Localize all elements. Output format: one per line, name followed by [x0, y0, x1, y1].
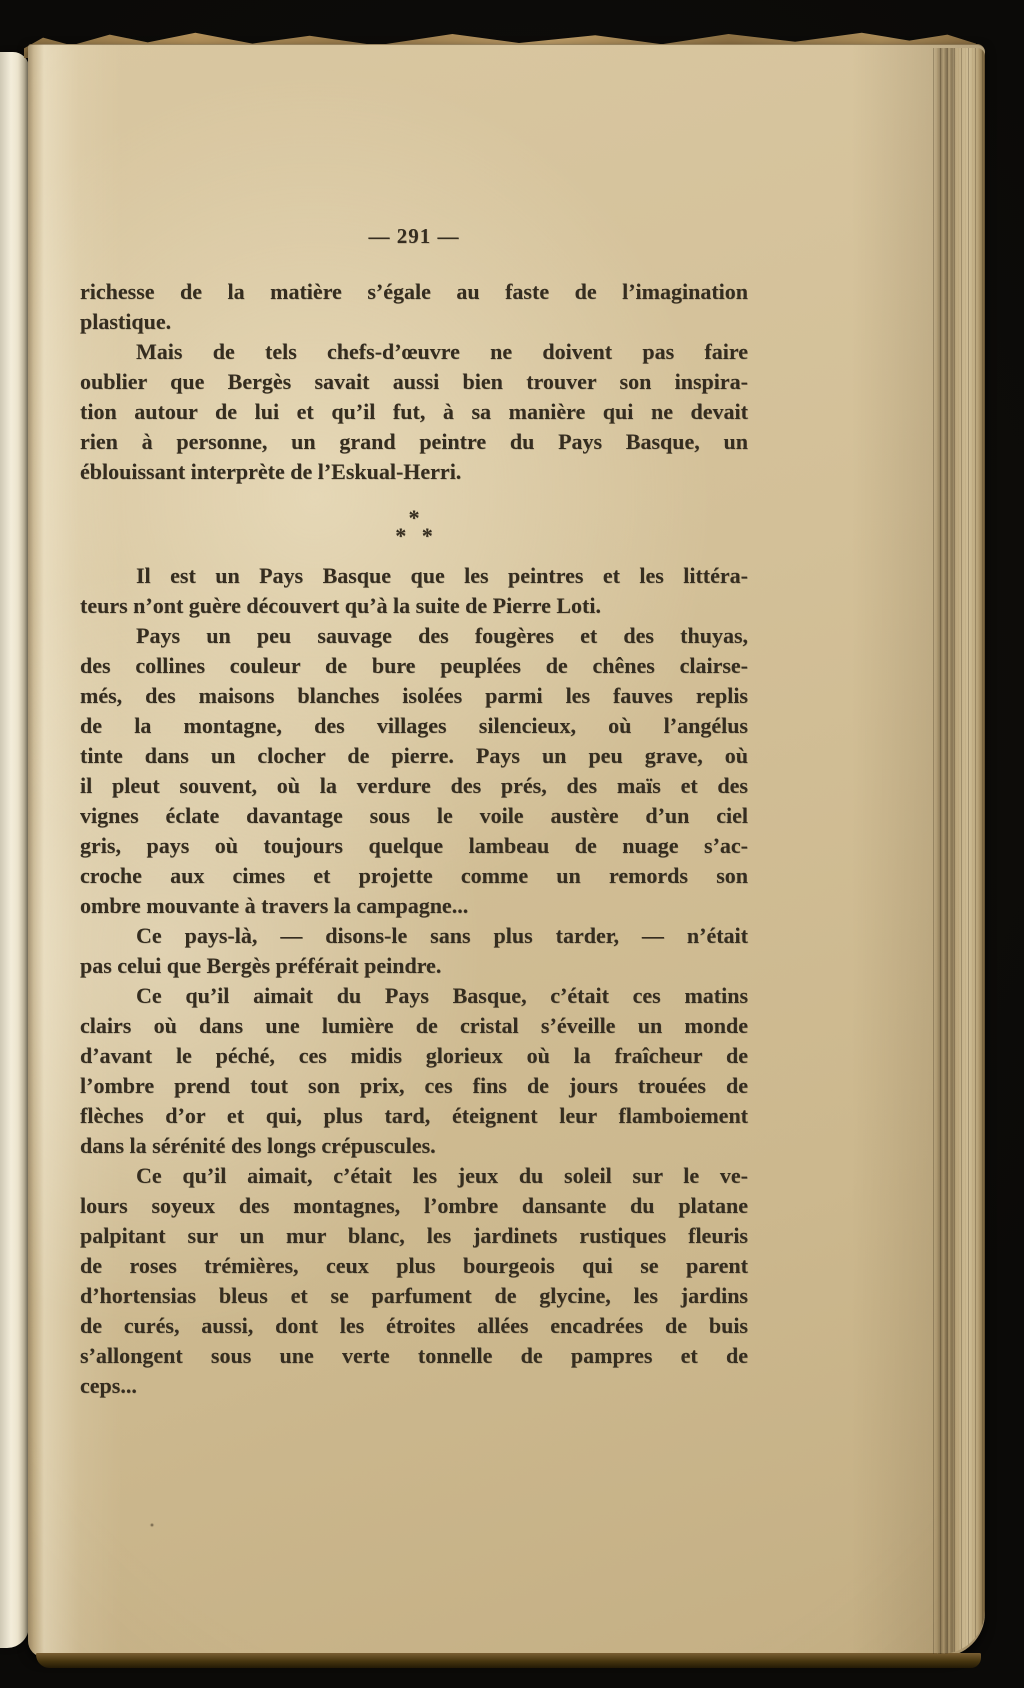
text-line: éblouissant interprète de l’Eskual-Herri.	[80, 459, 462, 484]
text-line: de roses trémières, ceux plus bourgeois qui se parent	[80, 1253, 748, 1278]
text-line: tion autour de lui et qu’il fut, à sa manière qui ne devait	[80, 399, 748, 424]
text-line: de la montagne, des villages silencieux, où l’angélus	[80, 713, 748, 738]
paragraph-4	[80, 621, 748, 921]
text-line: Ce qu’il aimait du Pays Basque, c’était ces matins	[136, 983, 748, 1008]
text-line: il pleut souvent, où la verdure des prés, des maïs et des	[80, 773, 748, 798]
paragraph-2	[80, 337, 748, 487]
text-line: Il est un Pays Basque que les peintres et les littéra-	[136, 563, 748, 588]
text-line: lours soyeux des montagnes, l’ombre dansante du platane	[80, 1193, 748, 1218]
paragraph-3	[80, 561, 748, 621]
text-line: ceps...	[80, 1373, 137, 1398]
paragraph-6	[80, 981, 748, 1161]
text-line: richesse de la matière s’égale au faste de l’imagination	[80, 279, 748, 304]
paragraph-1	[80, 277, 748, 337]
page-number: — 291 —	[368, 224, 460, 248]
paragraph-7	[80, 1161, 748, 1401]
separator-asterisk-top: *	[408, 505, 420, 530]
text-line: pas celui que Bergès préférait peindre.	[80, 953, 442, 978]
text-line: s’allongent sous une verte tonnelle de pampres et de	[80, 1343, 748, 1368]
text-line: Ce pays-là, — disons-le sans plus tarder, — n’était	[136, 923, 748, 948]
text-line: gris, pays où toujours quelque lambeau de nuage s’ac-	[80, 833, 748, 858]
text-line: teurs n’ont guère découvert qu’à la suite de Pierre Loti.	[80, 593, 601, 618]
text-line: dans la sérénité des longs crépuscules.	[80, 1133, 436, 1158]
paragraph-5	[80, 921, 748, 981]
facing-page-edge	[0, 52, 29, 1648]
text-line: des collines couleur de bure peuplées de chênes clairse-	[80, 653, 748, 678]
page-text-block	[80, 223, 748, 1401]
text-line: palpitant sur un mur blanc, les jardinets rustiques fleuris	[80, 1223, 748, 1248]
text-line: d’avant le péché, ces midis glorieux où la fraîcheur de	[80, 1043, 748, 1068]
text-line: de curés, aussi, dont les étroites allées encadrées de buis	[80, 1313, 748, 1338]
text-line: d’hortensias bleus et se parfument de glycine, les jardins	[80, 1283, 748, 1308]
text-line: vignes éclate davantage sous le voile austère d’un ciel	[80, 803, 748, 828]
separator-asterisks-bottom: * *	[395, 523, 433, 548]
page-bottom-edge	[36, 1653, 981, 1668]
text-line: Pays un peu sauvage des fougères et des thuyas,	[136, 623, 748, 648]
text-line: Mais de tels chefs-d’œuvre ne doivent pas faire	[136, 339, 748, 364]
text-line: Ce qu’il aimait, c’était les jeux du soleil sur le ve-	[136, 1163, 748, 1188]
text-line: l’ombre prend tout son prix, ces fins de jours trouées de	[80, 1073, 748, 1098]
text-line: plastique.	[80, 309, 172, 334]
text-line: croche aux cimes et projette comme un remords son	[80, 863, 748, 888]
page-stack-right-edge	[933, 48, 985, 1654]
text-line: més, des maisons blanches isolées parmi les fauves replis	[80, 683, 748, 708]
text-line: tinte dans un clocher de pierre. Pays un peu grave, où	[80, 743, 748, 768]
text-line: clairs où dans une lumière de cristal s’éveille un monde	[80, 1013, 748, 1038]
text-line: ombre mouvante à travers la campagne...	[80, 893, 469, 918]
section-separator	[80, 505, 748, 548]
text-line: flèches d’or et qui, plus tard, éteignent leur flamboiement	[80, 1103, 748, 1128]
book-page	[28, 44, 985, 1657]
text-line: oublier que Bergès savait aussi bien trouver son inspira-	[80, 369, 748, 394]
text-line: rien à personne, un grand peintre du Pays Basque, un	[80, 429, 748, 454]
